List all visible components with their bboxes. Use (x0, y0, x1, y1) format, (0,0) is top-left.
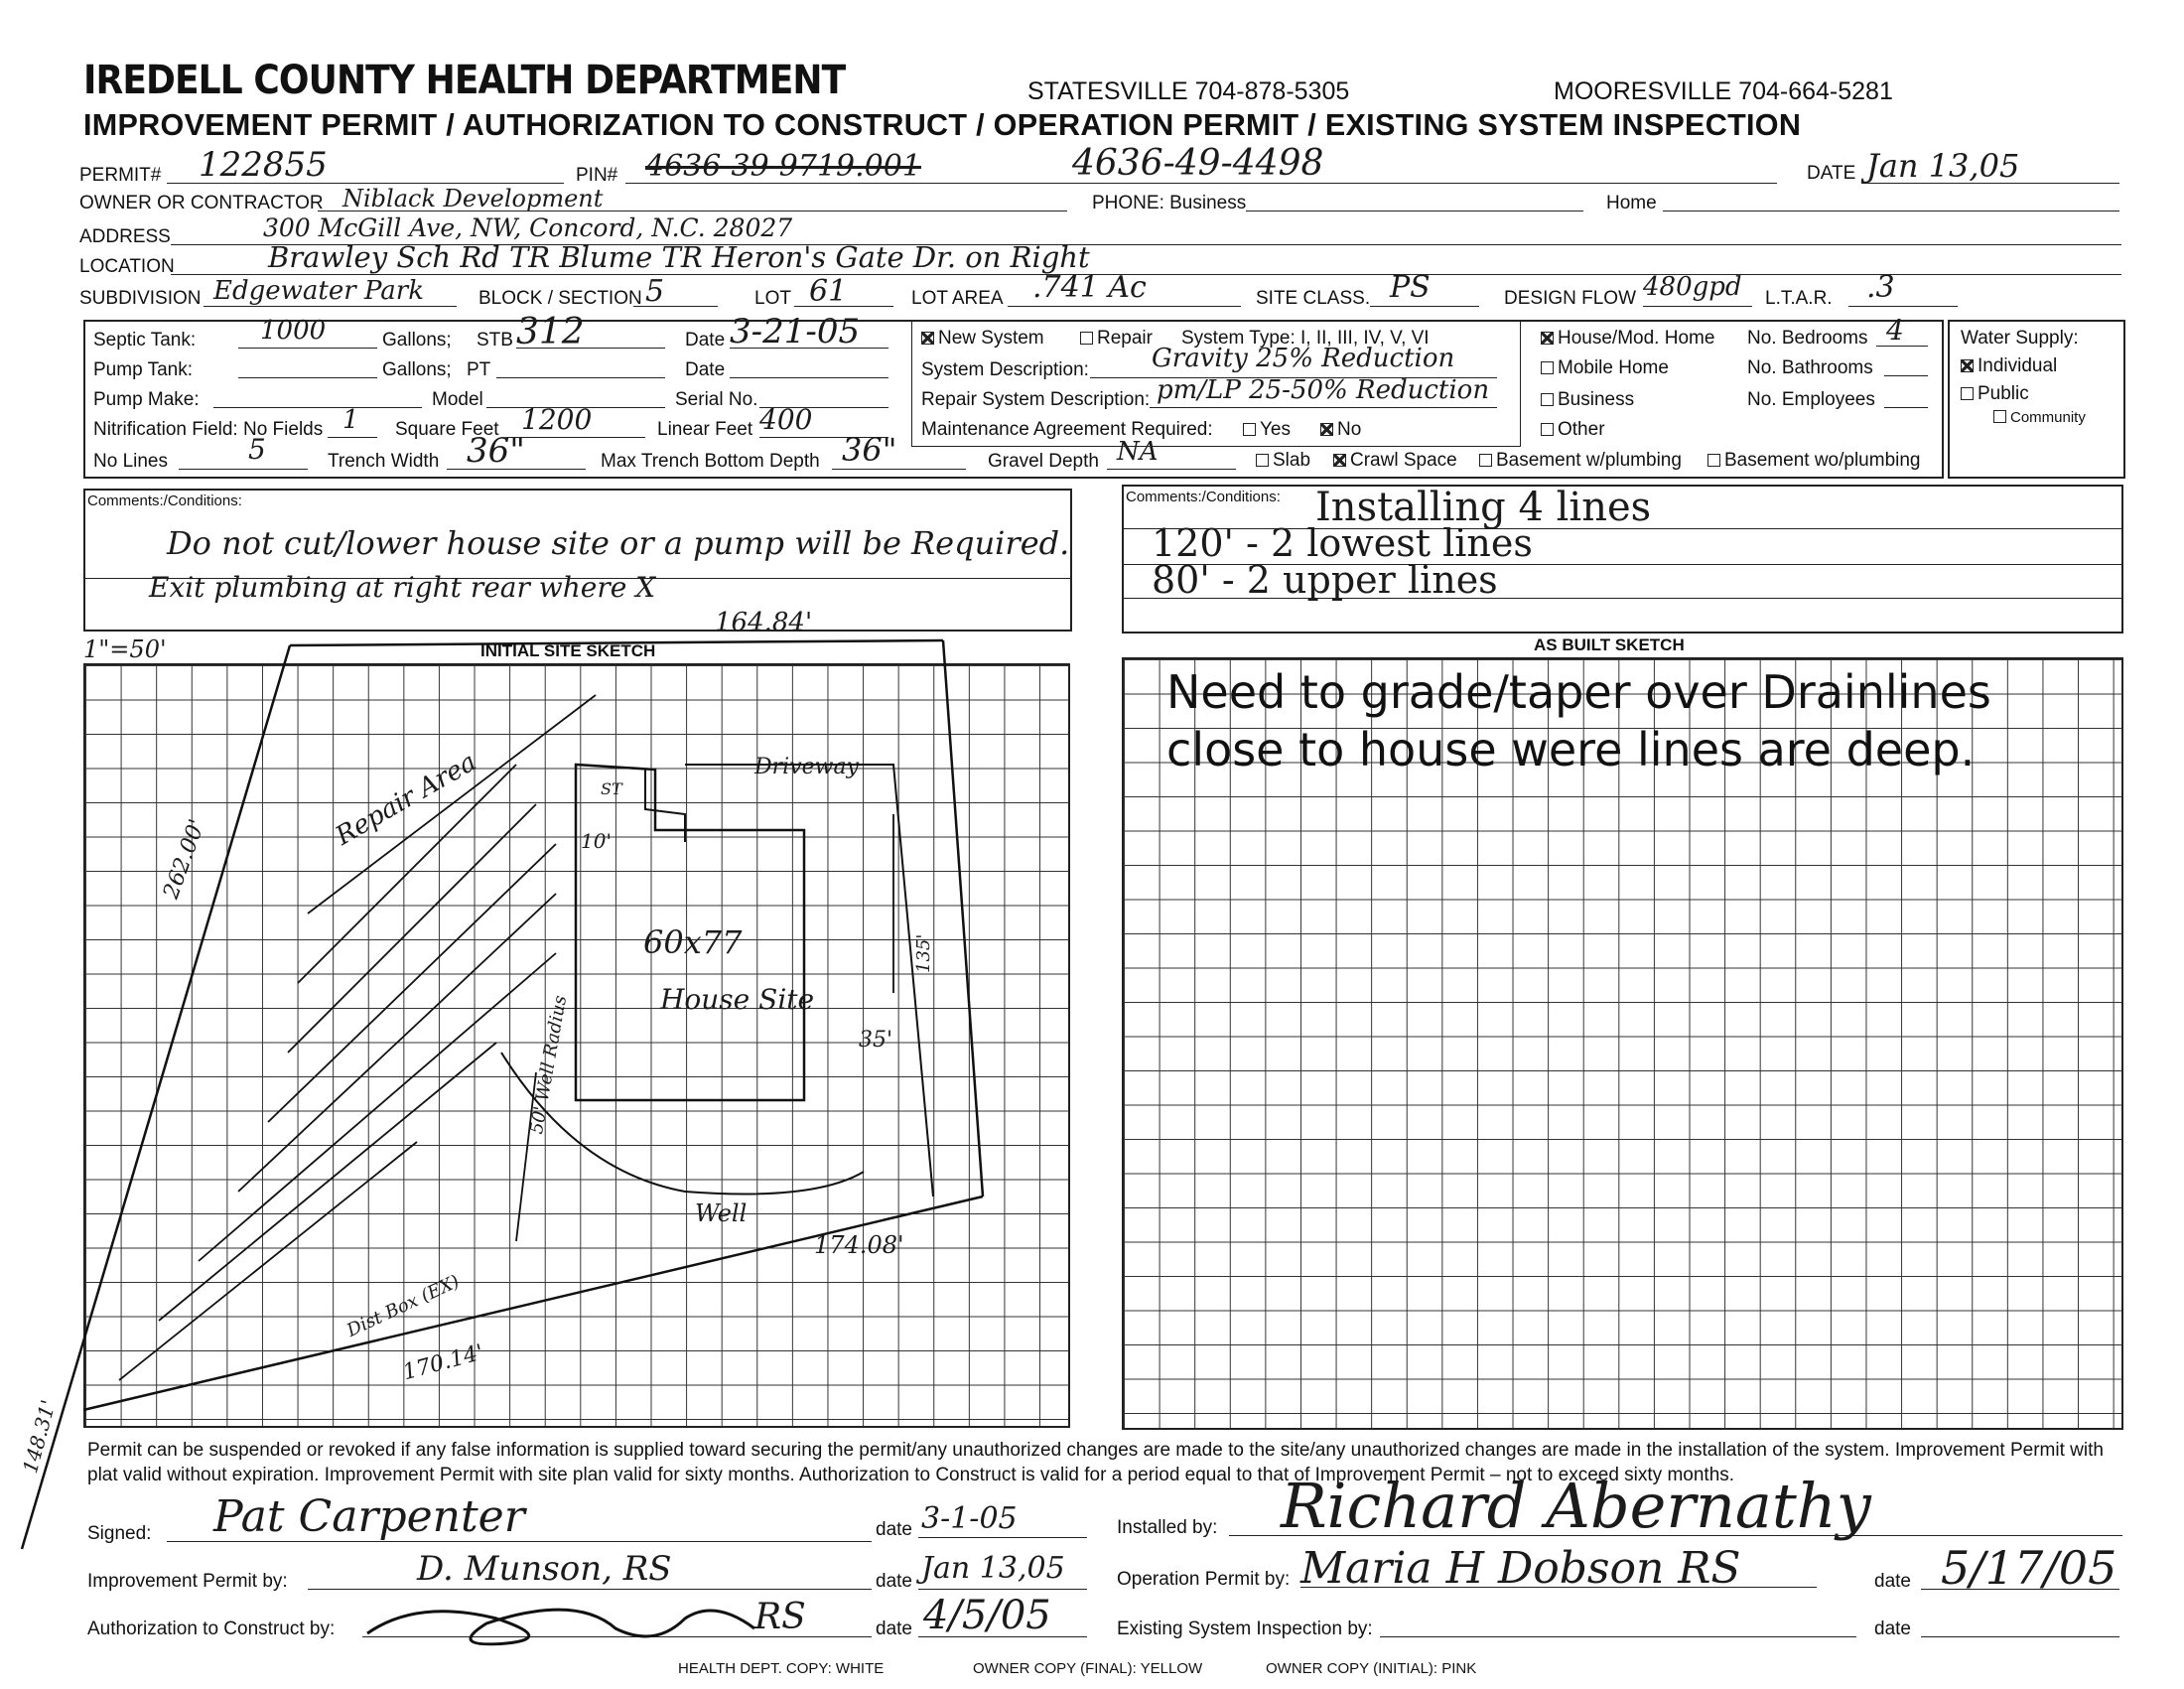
max-depth-label: Max Trench Bottom Depth (601, 451, 820, 472)
system-description-label: System Description: (921, 359, 1089, 380)
bathrooms-label: No. Bathrooms (1747, 357, 1873, 378)
repair-description-label: Repair System Description: (921, 389, 1151, 410)
driveway-label: Driveway (754, 755, 860, 779)
setback-35: 35' (859, 1028, 893, 1053)
stb-value[interactable]: 312 (516, 312, 585, 352)
operation-date[interactable]: 5/17/05 (1941, 1541, 2117, 1595)
sqft-value[interactable]: 1200 (521, 403, 593, 436)
improvement-date[interactable]: Jan 13,05 (921, 1551, 1065, 1586)
pt-label: PT (467, 359, 491, 380)
location-label: LOCATION (79, 256, 175, 277)
date-label: DATE (1807, 163, 1856, 184)
system-type-label: System Type: I, II, III, IV, V, VI (1181, 328, 1430, 349)
as-built-sketch-title: AS BUILT SKETCH (1534, 635, 1685, 654)
block-value[interactable]: 5 (645, 274, 665, 309)
repair-hatch-8 (308, 695, 596, 914)
maintenance-label: Maintenance Agreement Required: (921, 419, 1213, 440)
basement-wo-plumbing-checkbox[interactable]: Basement wo/plumbing (1707, 450, 1921, 472)
septic-tank-value[interactable]: 1000 (260, 316, 327, 346)
owner-value[interactable]: Niblack Development (342, 185, 604, 212)
signed-signature: Pat Carpenter (213, 1491, 525, 1542)
lot-line-top (290, 640, 943, 645)
authorization-scrawl (357, 1589, 774, 1658)
setback-st: ST (601, 779, 622, 798)
authorization-signature: RS (754, 1597, 806, 1637)
pin-struck: 4636-39-9719.001 (645, 149, 921, 184)
repair-hatch-5 (268, 844, 556, 1122)
nitrification-label: Nitrification Field: No Fields (93, 419, 324, 440)
phone-home-label: Home (1606, 193, 1657, 213)
model-label: Model (432, 389, 483, 410)
bedrooms-label: No. Bedrooms (1747, 328, 1868, 349)
pt-date-label: Date (685, 359, 726, 380)
crawl-space-checkbox[interactable]: Crawl Space (1333, 450, 1457, 472)
signed-date[interactable]: 3-1-05 (921, 1501, 1018, 1536)
setback-10: 10' (581, 829, 612, 853)
location-value[interactable]: Brawley Sch Rd TR Blume TR Heron's Gate Dr. on Right (268, 240, 1090, 274)
repair-description-value[interactable]: pm/LP 25-50% Reduction (1157, 375, 1490, 405)
stb-label: STB (477, 330, 513, 351)
lot-line-bottom (83, 1196, 983, 1410)
comments-right-line1[interactable]: Installing 4 lines (1315, 485, 1652, 530)
max-depth-value[interactable]: 36" (842, 431, 897, 469)
no-lines-value[interactable]: 5 (248, 433, 266, 466)
owner-label: OWNER OR CONTRACTOR (79, 193, 324, 213)
business-checkbox[interactable]: Business (1541, 389, 1634, 411)
no-lines-label: No Lines (93, 451, 168, 472)
gravel-depth-label: Gravel Depth (988, 451, 1099, 472)
as-built-note[interactable]: Need to grade/taper over Drainlines close to house were lines are deep. (1166, 665, 1991, 776)
lot-line-left (22, 645, 290, 1549)
mooresville-phone: MOORESVILLE 704-664-5281 (1554, 77, 1893, 105)
address-label: ADDRESS (79, 226, 171, 247)
signed-label: Signed: (87, 1523, 152, 1544)
existing-date-label: date (1874, 1619, 1911, 1639)
subdivision-label: SUBDIVISION (79, 288, 202, 309)
operation-permit-label: Operation Permit by: (1117, 1569, 1291, 1590)
water-public-checkbox[interactable]: Public (1961, 383, 2029, 405)
design-flow-value[interactable]: 480gpd (1643, 272, 1742, 302)
other-checkbox[interactable]: Other (1541, 419, 1605, 441)
copy-white: HEALTH DEPT. COPY: WHITE (678, 1660, 885, 1677)
sketch-scale: 1"=50' (83, 635, 167, 663)
authorization-date[interactable]: 4/5/05 (923, 1593, 1051, 1638)
new-system-checkbox[interactable]: New System (921, 328, 1044, 350)
no-fields-value[interactable]: 1 (342, 405, 359, 435)
comments-left-line2[interactable]: Exit plumbing at right rear where X (149, 571, 656, 604)
org-title: IREDELL COUNTY HEALTH DEPARTMENT (83, 58, 846, 103)
left-dimension: 262.00' (159, 815, 210, 903)
comments-left-line1[interactable]: Do not cut/lower house site or a pump will be Required. (167, 524, 1070, 562)
installed-by-signature: Richard Abernathy (1281, 1470, 1871, 1542)
gallons-label: Gallons; (382, 330, 452, 351)
disclaimer: Permit can be suspended or revoked if any false information is supplied toward securing the permit/any unauthorized changes are made to the site/any unauthorized changes are made in the installation of the system. Improvement Permit with plat valid without expiration. Improvement Permit with site plan valid for sixty months. Authorization to Construct is valid for a period equal to that of Improvement Permit – not to exceed sixty months. (87, 1440, 2104, 1485)
linear-feet-label: Linear Feet (657, 419, 753, 440)
house-site-label: House Site (660, 983, 815, 1016)
pump-gallons-label: Gallons; (382, 359, 452, 380)
bedrooms-value[interactable]: 4 (1886, 314, 1904, 347)
sqft-label: Square Feet (395, 419, 499, 440)
bottom-right-dimension: 174.08' (814, 1231, 904, 1259)
lot-label: LOT (754, 288, 791, 309)
subdivision-value[interactable]: Edgewater Park (213, 276, 424, 306)
improvement-permit-signature: D. Munson, RS (417, 1549, 672, 1589)
top-dimension: 164.84' (715, 608, 813, 637)
comments-left-label: Comments:/Conditions: (87, 493, 242, 509)
system-description-value[interactable]: Gravity 25% Reduction (1152, 344, 1455, 373)
lot-line-right (943, 640, 983, 1196)
initial-sketch-title: INITIAL SITE SKETCH (480, 641, 656, 660)
phone-business-label: PHONE: Business (1092, 193, 1247, 213)
septic-tank-label: Septic Tank: (93, 330, 197, 351)
water-supply-label: Water Supply: (1961, 328, 2079, 349)
maintenance-yes-checkbox[interactable]: Yes (1243, 419, 1291, 441)
stb-date-label: Date (685, 330, 726, 351)
stb-date-value[interactable]: 3-21-05 (730, 312, 861, 352)
improvement-date-label: date (876, 1571, 912, 1592)
authorization-label: Authorization to Construct by: (87, 1619, 336, 1639)
comments-right-label: Comments:/Conditions: (1126, 489, 1281, 505)
copy-yellow: OWNER COPY (FINAL): YELLOW (973, 1660, 1203, 1677)
ltar-label: L.T.A.R. (1765, 288, 1833, 309)
repair-hatch-4 (238, 894, 556, 1192)
ltar-value[interactable]: .3 (1866, 270, 1895, 305)
pump-make-label: Pump Make: (93, 389, 200, 410)
slab-checkbox[interactable]: Slab (1256, 450, 1310, 472)
repair-hatch-3 (199, 953, 556, 1261)
site-class-value[interactable]: PS (1390, 270, 1431, 305)
block-label: BLOCK / SECTION (478, 288, 642, 309)
lot-area-label: LOT AREA (911, 288, 1004, 309)
site-class-label: SITE CLASS. (1256, 288, 1371, 309)
mobile-home-checkbox[interactable]: Mobile Home (1541, 357, 1669, 379)
repair-area-label: Repair Area (331, 747, 482, 852)
house-checkbox[interactable]: House/Mod. Home (1541, 328, 1714, 350)
well-radius-label: 50' Well Radius (526, 993, 572, 1136)
outer-dimension: 148.31' (18, 1397, 61, 1477)
basement-w-plumbing-checkbox[interactable]: Basement w/plumbing (1479, 450, 1682, 472)
pump-tank-label: Pump Tank: (93, 359, 193, 380)
employees-label: No. Employees (1747, 389, 1875, 410)
permit-date[interactable]: Jan 13,05 (1866, 147, 2020, 185)
copy-pink: OWNER COPY (INITIAL): PINK (1266, 1660, 1477, 1677)
pin-label: PIN# (576, 165, 618, 186)
comments-right-line2[interactable]: 120' - 2 lowest lines (1152, 521, 1533, 565)
operation-permit-signature: Maria H Dobson RS (1300, 1543, 1741, 1594)
house-dimension: 60x77 (643, 923, 743, 961)
pin-number[interactable]: 4636-49-4498 (1072, 143, 1324, 184)
statesville-phone: STATESVILLE 704-878-5305 (1027, 77, 1350, 105)
distribution-box-label: Dist Box (EX) (343, 1271, 464, 1341)
lot-value[interactable]: 61 (809, 274, 848, 309)
water-individual-checkbox[interactable]: Individual (1961, 355, 2057, 377)
maintenance-no-checkbox[interactable]: No (1320, 419, 1361, 441)
repair-checkbox[interactable]: Repair (1080, 328, 1153, 350)
form-title: IMPROVEMENT PERMIT / AUTHORIZATION TO CONSTRUCT / OPERATION PERMIT / EXISTING SYSTEM INSPECTION (83, 107, 1802, 142)
authorization-date-label: date (876, 1619, 912, 1639)
lot-area-value[interactable]: .741 Ac (1032, 270, 1147, 305)
operation-date-label: date (1874, 1571, 1911, 1592)
trench-width-label: Trench Width (328, 451, 440, 472)
gravel-depth-value[interactable]: NA (1117, 437, 1159, 467)
design-flow-label: DESIGN FLOW (1504, 288, 1637, 309)
installed-by-label: Installed by: (1117, 1517, 1218, 1538)
linear-feet-value[interactable]: 400 (759, 403, 813, 436)
improvement-permit-label: Improvement Permit by: (87, 1571, 288, 1592)
repair-hatch-1 (119, 1142, 417, 1380)
signed-date-label: date (876, 1519, 912, 1540)
line-length-label: 135' (913, 933, 934, 973)
bottom-left-dimension: 170.14' (400, 1339, 486, 1386)
water-community-checkbox[interactable]: Community (1993, 409, 2086, 426)
repair-hatch-6 (288, 804, 536, 1053)
comments-right-line3[interactable]: 80' - 2 upper lines (1152, 558, 1498, 602)
trench-width-value[interactable]: 36" (467, 431, 525, 471)
existing-inspection-label: Existing System Inspection by: (1117, 1619, 1373, 1639)
permit-number[interactable]: 122855 (199, 145, 328, 185)
well-label: Well (695, 1199, 748, 1227)
serial-label: Serial No. (675, 389, 758, 410)
permit-label: PERMIT# (79, 165, 162, 186)
address-value[interactable]: 300 McGill Ave, NW, Concord, N.C. 28027 (263, 213, 793, 242)
